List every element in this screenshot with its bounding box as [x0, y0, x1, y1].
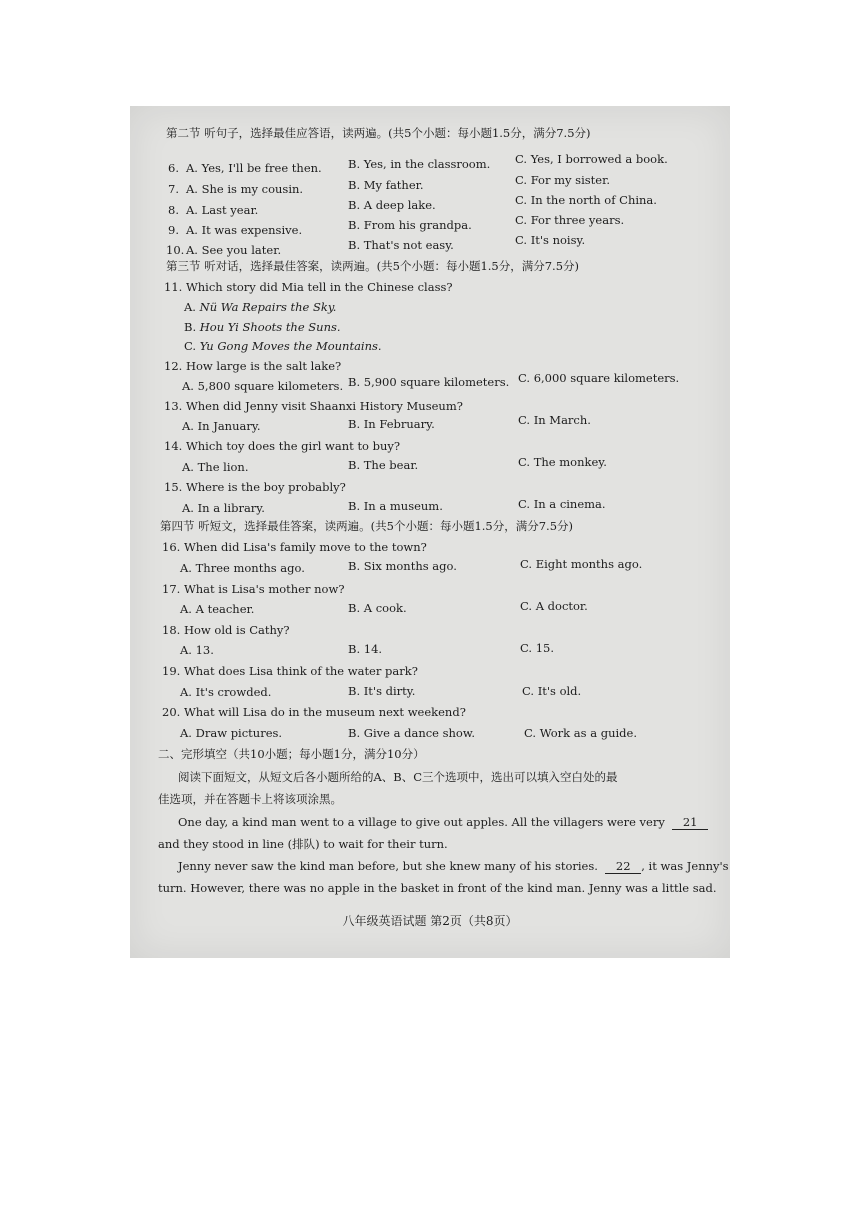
section3-heading: 第三节 听对话，选择最佳答案，读两遍。(共5个小题：每小题1.5分，满分7.5分) [166, 259, 580, 273]
q13-option-b: B. In February. [348, 417, 435, 431]
q7-option-c: C. For my sister. [515, 173, 610, 187]
q19-option-c: C. It's old. [522, 684, 582, 698]
cloze-paragraph2-line1: Jenny never saw the kind man before, but she knew many of his stories. 22 , it was Jenny's [178, 859, 729, 873]
q6-number: 6. [168, 161, 179, 175]
q14-option-a: A. The lion. [182, 460, 249, 474]
q12-option-a: A. 5,800 square kilometers. [182, 379, 344, 393]
q11-question: 11. Which story did Mia tell in the Chinese class? [164, 280, 453, 294]
q20-question: 20. What will Lisa do in the museum next weekend? [162, 705, 466, 719]
q19-option-b: B. It's dirty. [348, 684, 416, 698]
q18-option-c: C. 15. [520, 641, 554, 655]
q10-number: 10. [166, 243, 185, 257]
q9-option-b: B. From his grandpa. [348, 218, 472, 232]
cloze-instruction-line2: 佳选项，并在答题卡上将该项涂黑。 [158, 792, 342, 806]
q6-option-b: B. Yes, in the classroom. [348, 157, 491, 171]
cloze-paragraph1-line1: One day, a kind man went to a village to give out apples. All the villagers were very 21 [178, 815, 708, 830]
q15-option-b: B. In a museum. [348, 499, 443, 513]
q16-option-a: A. Three months ago. [180, 561, 305, 575]
q10-option-c: C. It's noisy. [515, 233, 586, 247]
q9-option-c: C. For three years. [515, 213, 625, 227]
q7-option-a: A. She is my cousin. [186, 182, 304, 196]
exam-page [130, 106, 730, 958]
q14-question: 14. Which toy does the girl want to buy? [164, 439, 401, 453]
q8-number: 8. [168, 203, 179, 217]
q10-option-b: B. That's not easy. [348, 238, 454, 252]
q17-option-b: B. A cook. [348, 601, 407, 615]
q16-option-b: B. Six months ago. [348, 559, 457, 573]
cloze-paragraph1-line2: and they stood in line (排队) to wait for their turn. [158, 837, 448, 851]
q8-option-a: A. Last year. [186, 203, 259, 217]
q18-option-b: B. 14. [348, 642, 383, 656]
q9-option-a: A. It was expensive. [186, 223, 303, 237]
q12-question: 12. How large is the salt lake? [164, 359, 342, 373]
q6-option-c: C. Yes, I borrowed a book. [515, 152, 668, 166]
q12-option-c: C. 6,000 square kilometers. [518, 371, 680, 385]
q18-option-a: A. 13. [180, 643, 214, 657]
cloze-heading: 二、完形填空（共10小题；每小题1分，满分10分） [158, 747, 425, 761]
q13-question: 13. When did Jenny visit Shaanxi History Museum? [164, 399, 463, 413]
page-footer: 八年级英语试题 第2页（共8页） [342, 914, 518, 928]
q20-option-b: B. Give a dance show. [348, 726, 475, 740]
q14-option-b: B. The bear. [348, 458, 419, 472]
q8-option-c: C. In the north of China. [515, 193, 657, 207]
q7-option-b: B. My father. [348, 178, 424, 192]
q18-question: 18. How old is Cathy? [162, 623, 290, 637]
q11-option-b: B. Hou Yi Shoots the Suns. [184, 320, 341, 334]
q17-option-c: C. A doctor. [520, 599, 588, 613]
section4-heading: 第四节 听短文，选择最佳答案，读两遍。(共5个小题：每小题1.5分，满分7.5分) [160, 519, 574, 533]
q11-option-c: C. Yu Gong Moves the Mountains. [184, 339, 382, 353]
cloze-instruction-line1: 阅读下面短文，从短文后各小题所给的A、B、C三个选项中，选出可以填入空白处的最 [178, 770, 618, 784]
q13-option-a: A. In January. [182, 419, 261, 433]
q15-question: 15. Where is the boy probably? [164, 480, 346, 494]
q15-option-c: C. In a cinema. [518, 497, 606, 511]
section2-heading: 第二节 听句子，选择最佳应答语，读两遍。(共5个小题：每小题1.5分，满分7.5分) [166, 126, 591, 140]
q19-option-a: A. It's crowded. [180, 685, 272, 699]
q10-option-a: A. See you later. [186, 243, 282, 257]
q16-option-c: C. Eight months ago. [520, 557, 643, 571]
q16-question: 16. When did Lisa's family move to the town? [162, 540, 427, 554]
q8-option-b: B. A deep lake. [348, 198, 436, 212]
q17-option-a: A. A teacher. [180, 602, 255, 616]
q6-option-a: A. Yes, I'll be free then. [186, 161, 322, 175]
blank-21: 21 [672, 815, 708, 830]
q20-option-c: C. Work as a guide. [524, 726, 637, 740]
q14-option-c: C. The monkey. [518, 455, 607, 469]
q19-question: 19. What does Lisa think of the water park? [162, 664, 418, 678]
q7-number: 7. [168, 182, 179, 196]
blank-22: 22 [605, 859, 641, 874]
q17-question: 17. What is Lisa's mother now? [162, 582, 345, 596]
q11-option-a: A. Nü Wa Repairs the Sky. [184, 300, 337, 314]
q13-option-c: C. In March. [518, 413, 591, 427]
q20-option-a: A. Draw pictures. [180, 726, 283, 740]
q9-number: 9. [168, 223, 179, 237]
q15-option-a: A. In a library. [182, 501, 265, 515]
cloze-paragraph2-line2: turn. However, there was no apple in the basket in front of the kind man. Jenny was a little sad. [158, 881, 717, 895]
q12-option-b: B. 5,900 square kilometers. [348, 375, 510, 389]
